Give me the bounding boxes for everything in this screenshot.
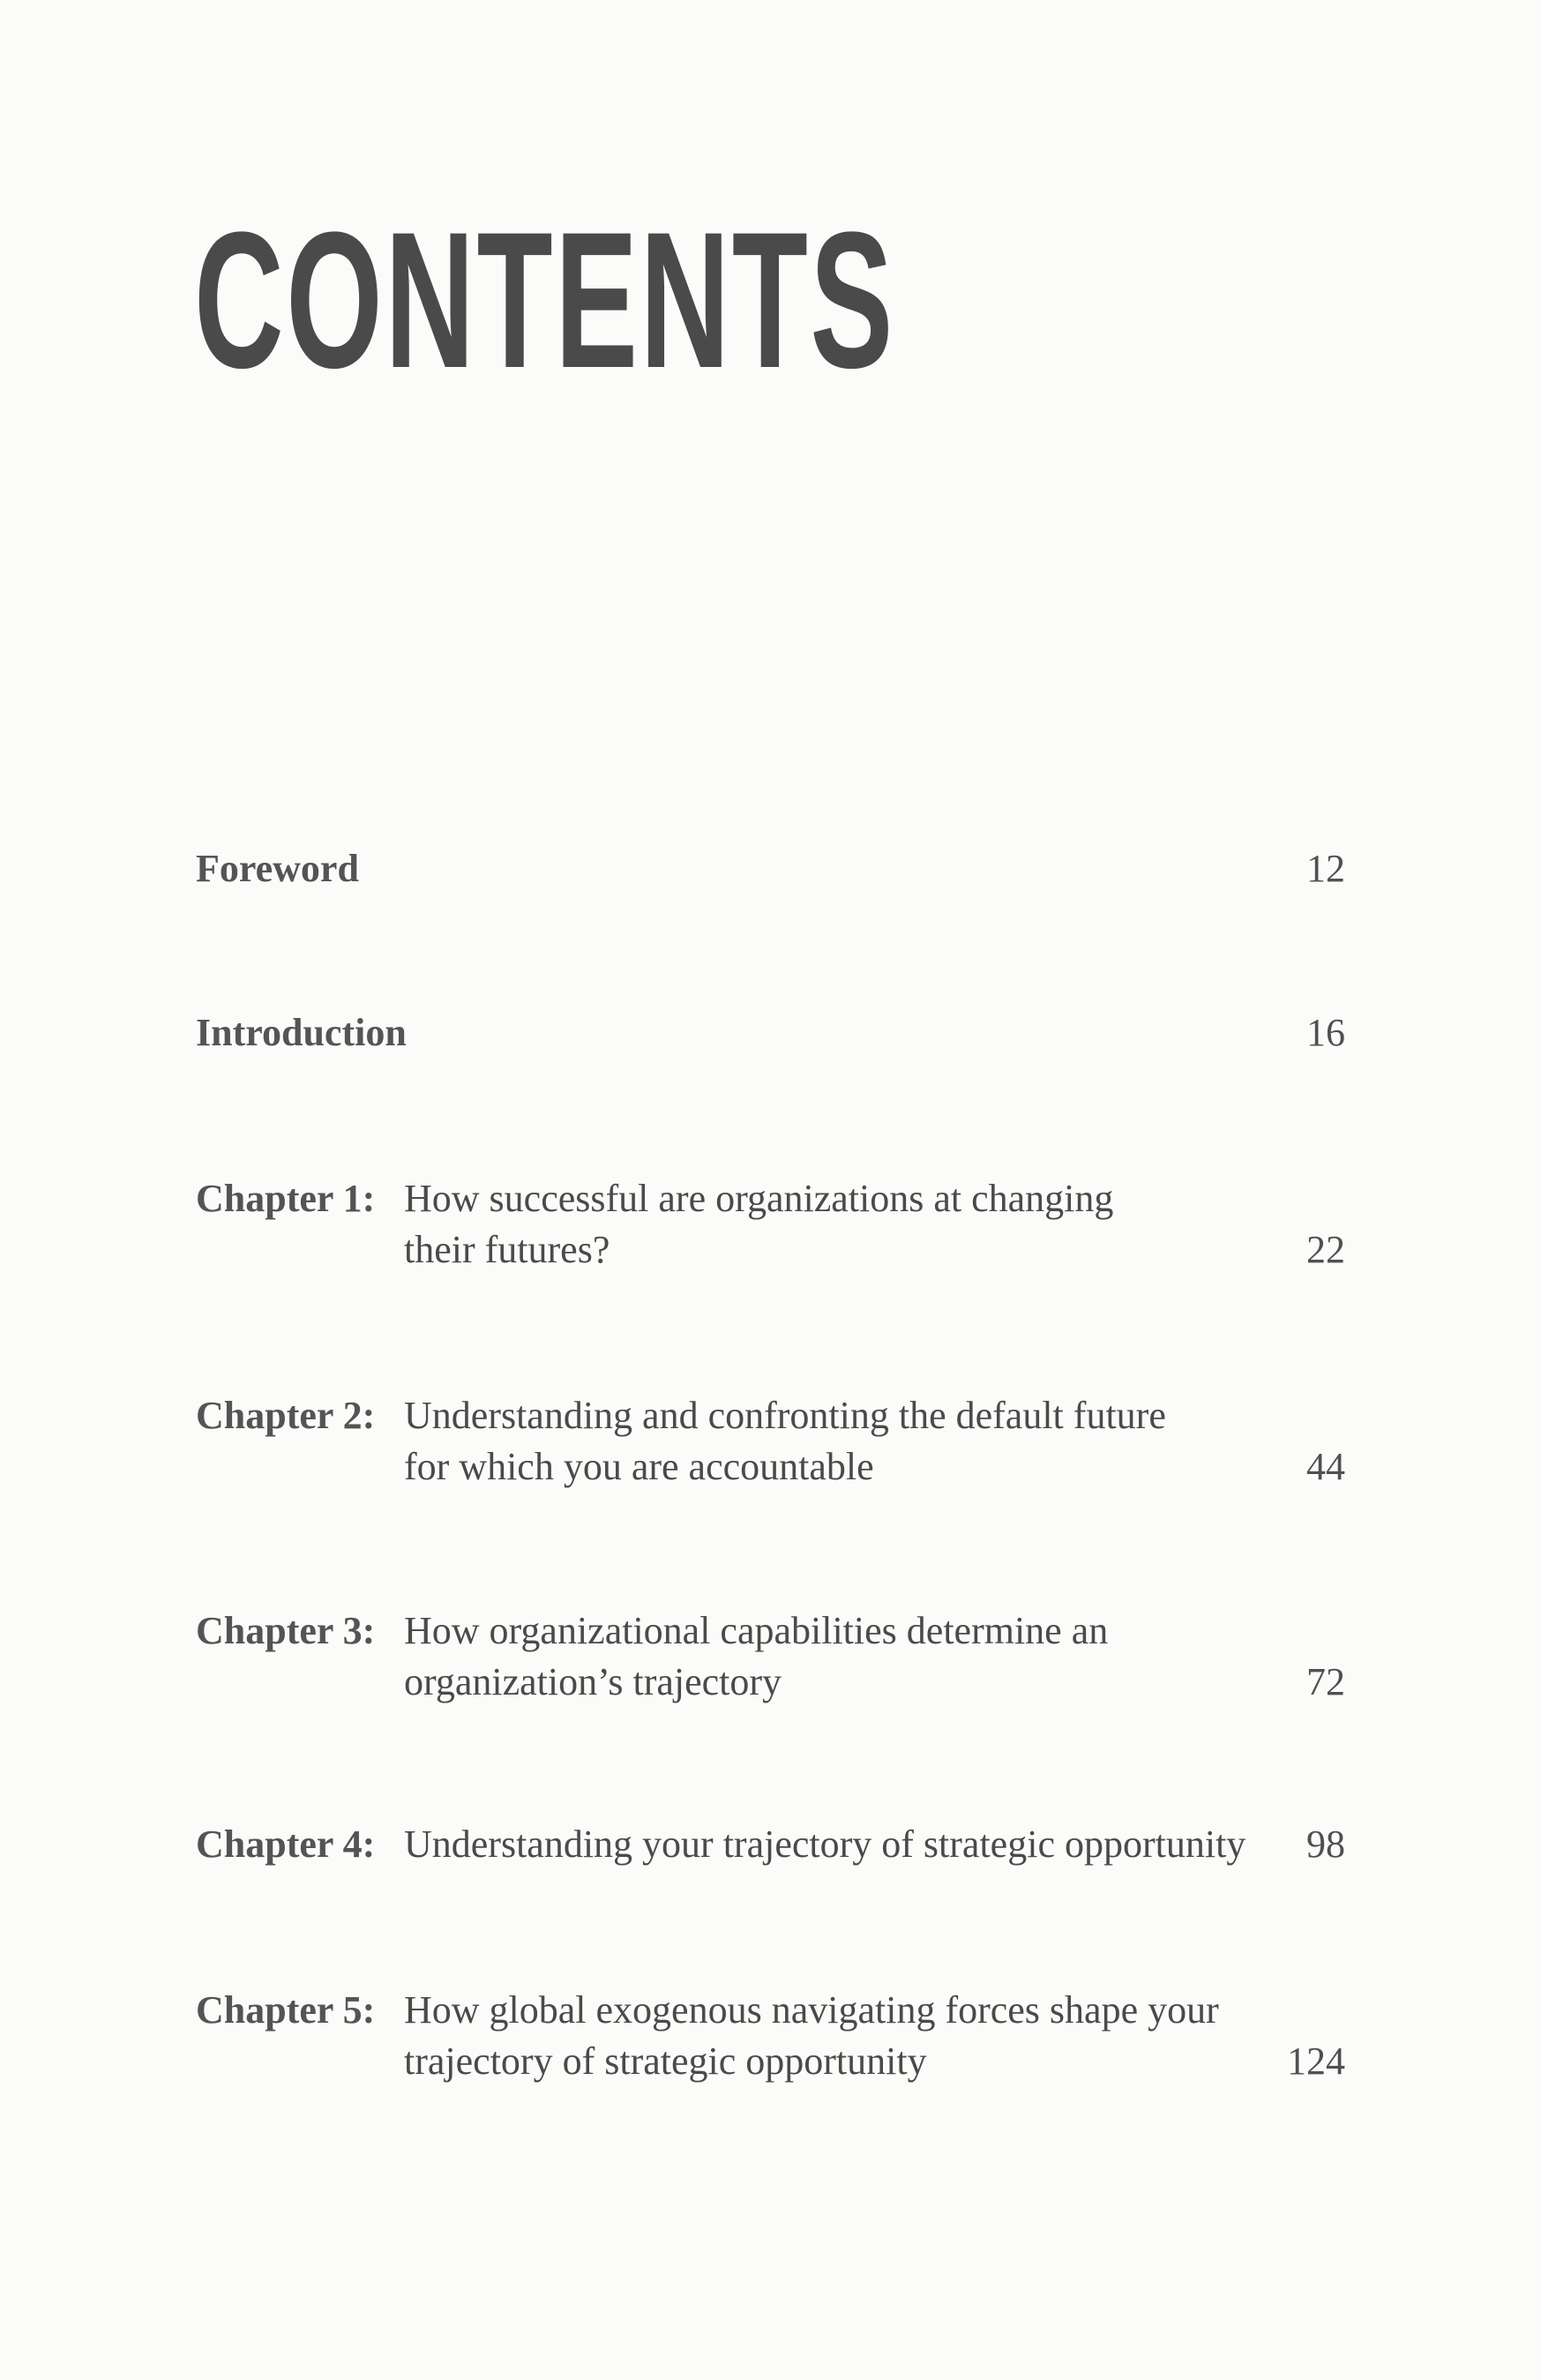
toc-title-chapter-3: How organizational capabilities determine an organization’s trajectory <box>404 1609 1109 1703</box>
toc-page-introduction: 16 <box>1306 1011 1345 1054</box>
toc-page-chapter-2: 44 <box>1306 1445 1345 1488</box>
toc-label-foreword: Foreword <box>196 847 359 890</box>
toc-label-chapter-1: Chapter 1: <box>196 1177 376 1220</box>
toc-label-chapter-4: Chapter 4: <box>196 1822 376 1866</box>
toc-label-introduction: Introduction <box>196 1011 407 1054</box>
toc-title-chapter-5: How global exogenous navigating forces shape your trajectory of strategic opportunity <box>404 1988 1219 2083</box>
toc-page-foreword: 12 <box>1306 847 1345 890</box>
toc-page-chapter-4: 98 <box>1306 1822 1345 1866</box>
page-title: CONTENTS <box>194 191 895 408</box>
toc-title-chapter-2: Understanding and confronting the default future for which you are accountable <box>404 1394 1166 1488</box>
toc-page-chapter-3: 72 <box>1306 1660 1345 1703</box>
toc-page-chapter-1: 22 <box>1306 1228 1345 1271</box>
toc-label-chapter-5: Chapter 5: <box>196 1988 376 2032</box>
toc-title-chapter-4: Understanding your trajectory of strategic opportunity <box>404 1822 1246 1866</box>
toc-page-chapter-5: 124 <box>1287 2039 1345 2083</box>
toc-label-chapter-3: Chapter 3: <box>196 1609 376 1652</box>
toc-label-chapter-2: Chapter 2: <box>196 1394 376 1437</box>
toc-title-chapter-1: How successful are organizations at changing their futures? <box>404 1177 1114 1271</box>
